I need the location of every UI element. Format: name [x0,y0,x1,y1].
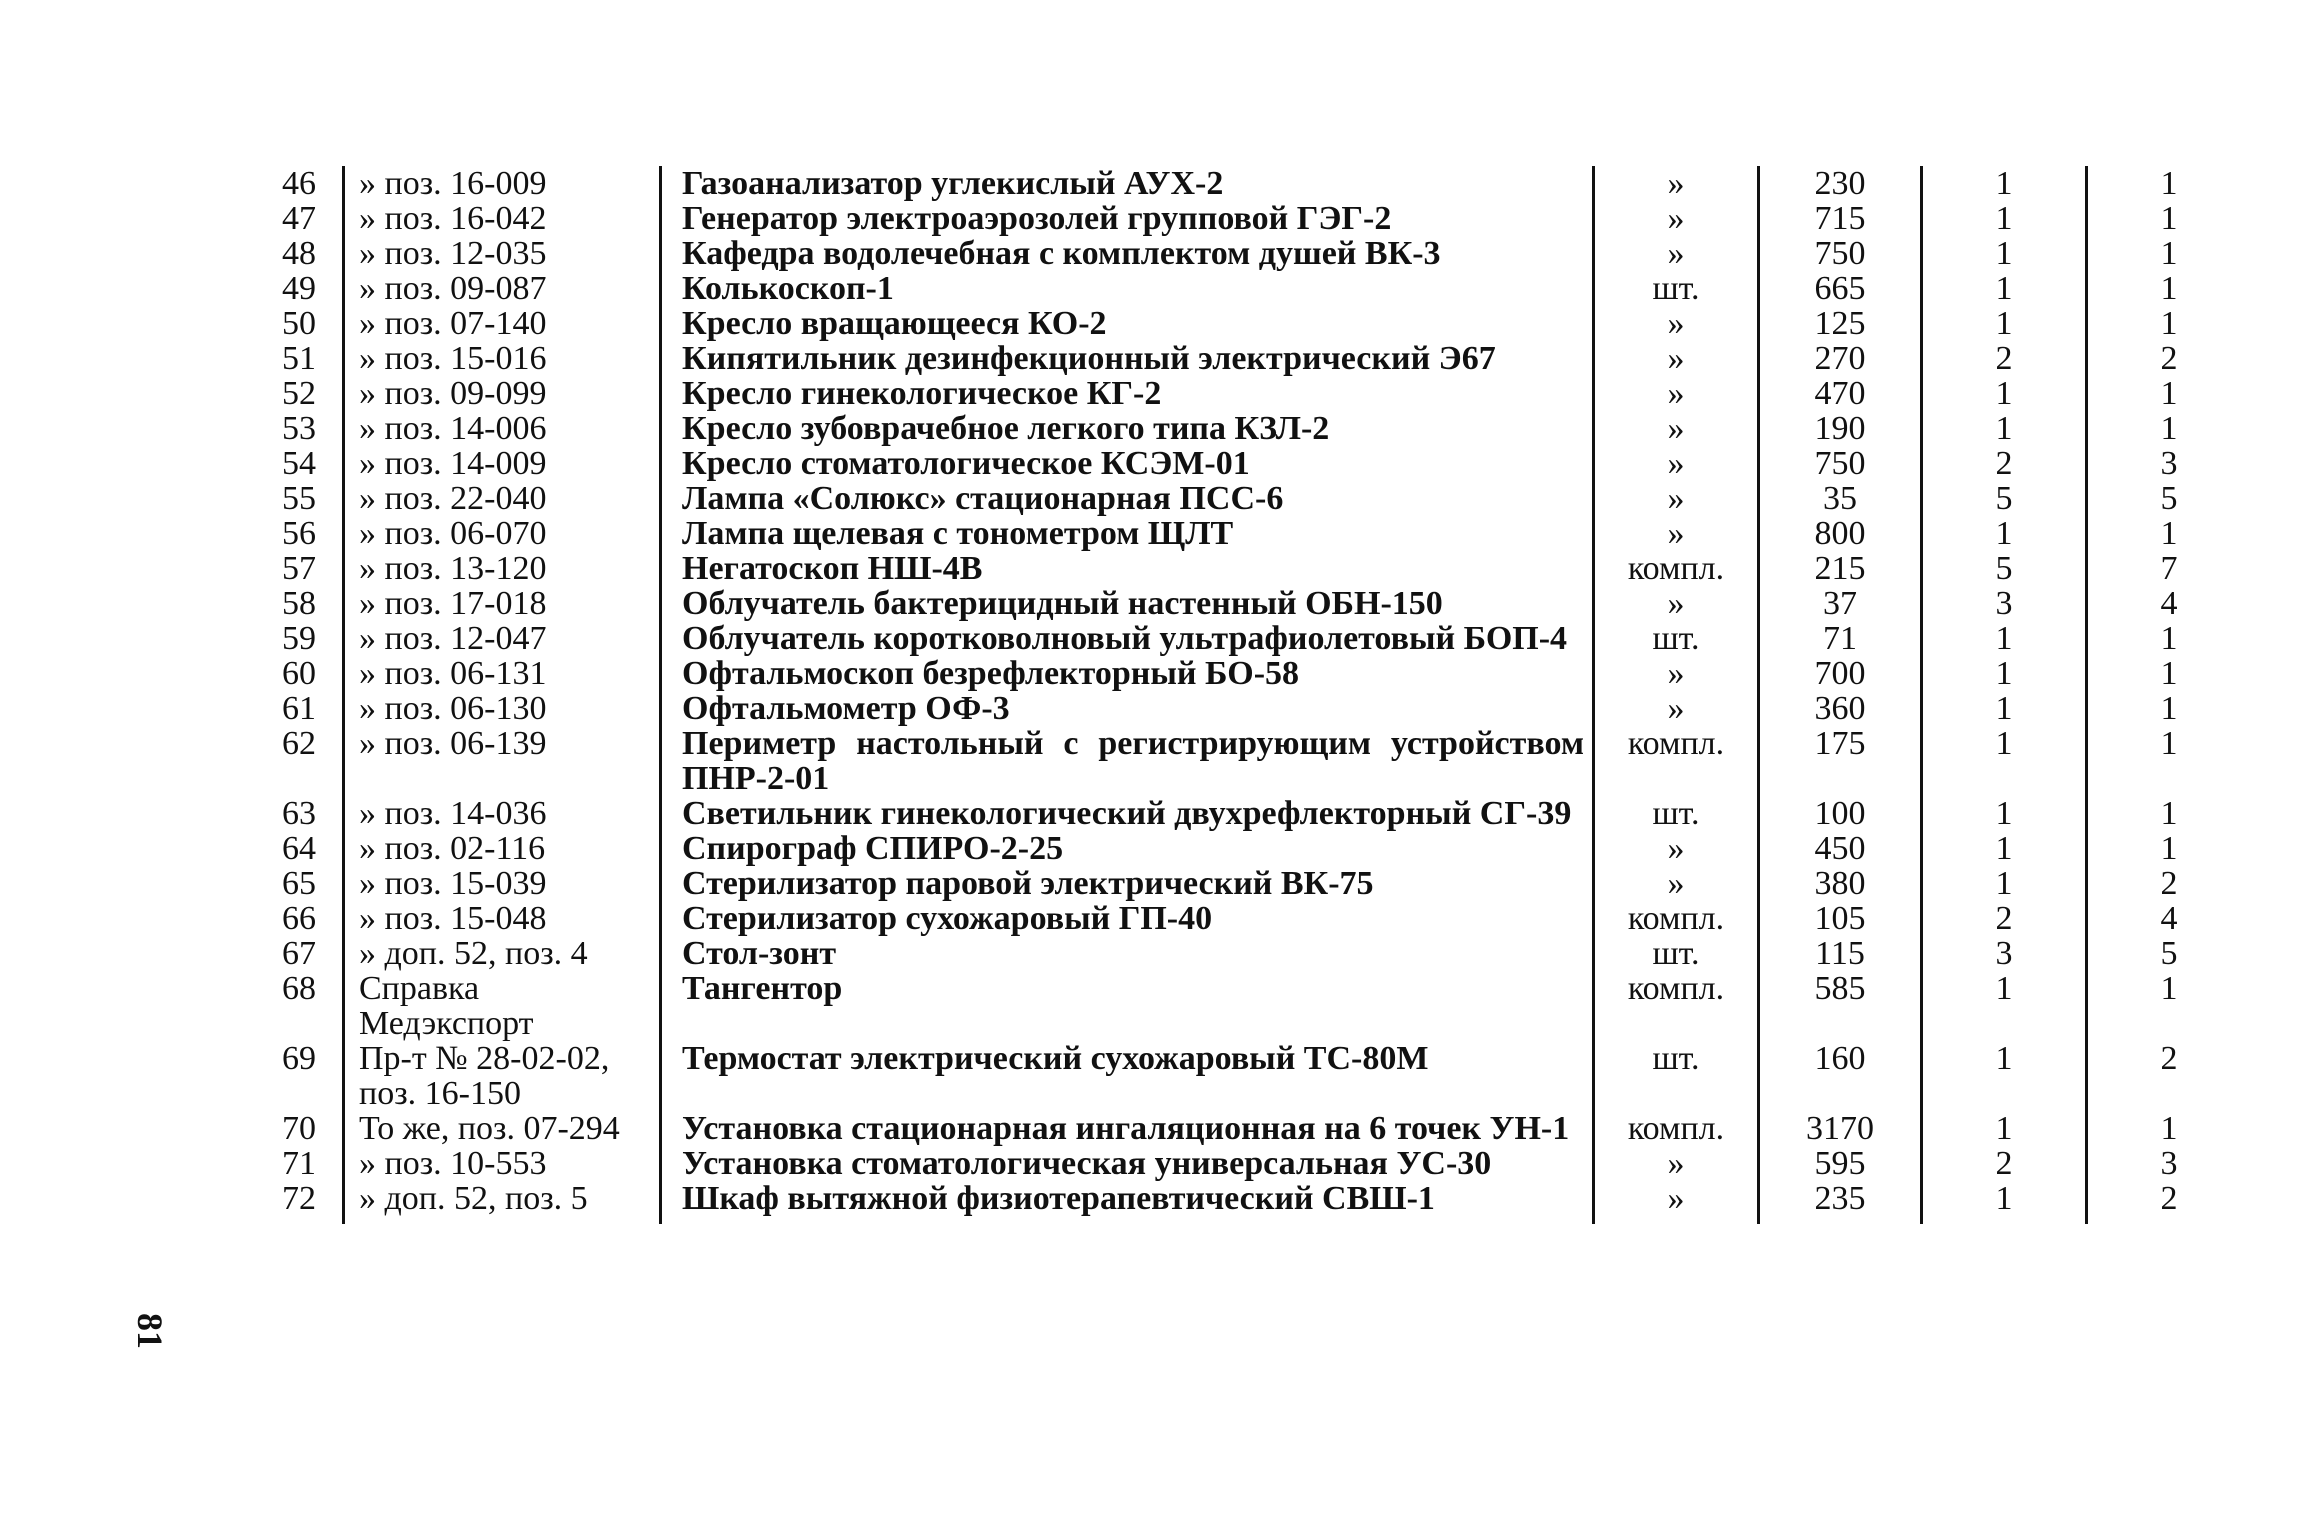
price: 160 [1759,1041,1922,1111]
equipment-name: Лампа щелевая с тонометром ЩЛТ [661,516,1594,551]
unit: » [1594,166,1759,201]
quantity-2: 5 [2087,936,2251,971]
quantity-2: 1 [2087,1111,2251,1146]
quantity-1: 1 [1922,1111,2087,1146]
quantity-2: 1 [2087,376,2251,411]
source-reference: » поз. 15-039 [344,866,661,901]
unit: компл. [1594,901,1759,936]
price: 190 [1759,411,1922,446]
equipment-name: Колькоскоп-1 [661,271,1594,306]
quantity-2: 1 [2087,796,2251,831]
source-reference: » поз. 15-016 [344,341,661,376]
price: 450 [1759,831,1922,866]
table-row [230,376,2250,411]
quantity-1: 1 [1922,726,2087,796]
price: 380 [1759,866,1922,901]
equipment-name: Стерилизатор сухожаровый ГП-40 [661,901,1594,936]
unit: » [1594,586,1759,621]
unit: » [1594,831,1759,866]
row-number: 64 [282,830,316,867]
row-number: 50 [282,305,316,342]
quantity-2: 7 [2087,551,2251,586]
source-reference: » поз. 06-070 [344,516,661,551]
source-reference: » поз. 06-131 [344,656,661,691]
table-row [230,621,2250,656]
quantity-2: 5 [2087,481,2251,516]
unit: » [1594,1181,1759,1224]
price: 270 [1759,341,1922,376]
price: 175 [1759,726,1922,796]
price: 585 [1759,971,1922,1041]
price: 125 [1759,306,1922,341]
unit: компл. [1594,1111,1759,1146]
unit: » [1594,691,1759,726]
equipment-table [230,166,2250,1224]
source-reference: » поз. 06-139 [344,726,661,796]
source-reference: То же, поз. 07-294 [344,1111,661,1146]
table-row [230,551,2250,586]
equipment-name: Кресло вращающееся КО-2 [661,306,1594,341]
quantity-1: 1 [1922,411,2087,446]
table-row [230,726,2250,796]
price: 750 [1759,446,1922,481]
quantity-1: 3 [1922,936,2087,971]
price: 360 [1759,691,1922,726]
source-reference: » поз. 22-040 [344,481,661,516]
quantity-1: 1 [1922,691,2087,726]
source-reference: » поз. 12-047 [344,621,661,656]
table-row [230,1111,2250,1146]
table-row [230,236,2250,271]
source-reference: » поз. 16-042 [344,201,661,236]
source-reference: » поз. 14-006 [344,411,661,446]
unit: » [1594,656,1759,691]
table-row [230,306,2250,341]
quantity-2: 1 [2087,516,2251,551]
quantity-2: 4 [2087,901,2251,936]
row-number: 70 [282,1110,316,1147]
table-row [230,446,2250,481]
quantity-2: 1 [2087,411,2251,446]
table-row [230,411,2250,446]
unit: шт. [1594,936,1759,971]
quantity-2: 1 [2087,621,2251,656]
row-number: 58 [282,585,316,622]
table-row [230,271,2250,306]
table-row [230,866,2250,901]
equipment-name: Офтальмоскоп безрефлекторный БО-58 [661,656,1594,691]
row-number: 47 [282,200,316,237]
equipment-name: Периметр настольный с регистрирующим устройством ПНР-2-01 [661,726,1594,796]
quantity-1: 5 [1922,551,2087,586]
quantity-2: 3 [2087,446,2251,481]
price: 37 [1759,586,1922,621]
price: 115 [1759,936,1922,971]
source-reference: » поз. 09-087 [344,271,661,306]
price: 105 [1759,901,1922,936]
row-number: 48 [282,235,316,272]
row-number: 52 [282,375,316,412]
price: 750 [1759,236,1922,271]
equipment-name: Стерилизатор паровой электрический ВК-75 [661,866,1594,901]
equipment-name: Кафедра водолечебная с комплектом душей ВК-3 [661,236,1594,271]
row-number: 54 [282,445,316,482]
equipment-name: Офтальмометр ОФ-3 [661,691,1594,726]
table-row [230,1041,2250,1111]
quantity-2: 2 [2087,1041,2251,1111]
row-number: 63 [282,795,316,832]
quantity-1: 1 [1922,306,2087,341]
equipment-name: Кресло стоматологическое КСЭМ-01 [661,446,1594,481]
quantity-2: 2 [2087,1181,2251,1224]
quantity-1: 2 [1922,446,2087,481]
price: 71 [1759,621,1922,656]
source-reference: Пр-т № 28-02-02, поз. 16-150 [344,1041,661,1111]
unit: шт. [1594,1041,1759,1111]
quantity-2: 1 [2087,236,2251,271]
table-row [230,201,2250,236]
quantity-1: 1 [1922,971,2087,1041]
table-row [230,656,2250,691]
quantity-1: 1 [1922,516,2087,551]
quantity-2: 4 [2087,586,2251,621]
unit: » [1594,306,1759,341]
row-number: 53 [282,410,316,447]
equipment-name: Тангентор [661,971,1594,1041]
table-row [230,586,2250,621]
quantity-2: 2 [2087,866,2251,901]
row-number: 59 [282,620,316,657]
row-number: 69 [282,1040,316,1077]
unit: » [1594,376,1759,411]
quantity-2: 2 [2087,341,2251,376]
equipment-name: Облучатель бактерицидный настенный ОБН-150 [661,586,1594,621]
quantity-1: 1 [1922,1041,2087,1111]
row-number: 56 [282,515,316,552]
quantity-1: 1 [1922,166,2087,201]
source-reference: » доп. 52, поз. 4 [344,936,661,971]
unit: » [1594,1146,1759,1181]
source-reference: » поз. 17-018 [344,586,661,621]
source-reference: » поз. 16-009 [344,166,661,201]
row-number: 72 [282,1180,316,1217]
quantity-2: 1 [2087,831,2251,866]
equipment-name: Кипятильник дезинфекционный электрический Э67 [661,341,1594,376]
quantity-2: 1 [2087,166,2251,201]
row-number: 65 [282,865,316,902]
equipment-name: Негатоскоп НШ-4В [661,551,1594,586]
table-row [230,516,2250,551]
row-number: 61 [282,690,316,727]
row-number: 67 [282,935,316,972]
quantity-1: 1 [1922,271,2087,306]
quantity-1: 3 [1922,586,2087,621]
unit: » [1594,866,1759,901]
source-reference: » поз. 14-036 [344,796,661,831]
table-row [230,936,2250,971]
quantity-1: 1 [1922,796,2087,831]
quantity-1: 1 [1922,866,2087,901]
source-reference: Справка Медэкспорт [344,971,661,1041]
table-row [230,971,2250,1041]
quantity-1: 1 [1922,201,2087,236]
quantity-1: 1 [1922,656,2087,691]
source-reference: » поз. 09-099 [344,376,661,411]
row-number: 51 [282,340,316,377]
unit: шт. [1594,271,1759,306]
source-reference: » поз. 10-553 [344,1146,661,1181]
price: 235 [1759,1181,1922,1224]
unit: шт. [1594,621,1759,656]
price: 665 [1759,271,1922,306]
equipment-name: Шкаф вытяжной физиотерапевтический СВШ-1 [661,1181,1594,1224]
page-number: 81 [130,1313,170,1349]
quantity-2: 1 [2087,271,2251,306]
quantity-1: 2 [1922,1146,2087,1181]
unit: » [1594,446,1759,481]
price: 470 [1759,376,1922,411]
equipment-name: Облучатель коротковолновый ультрафиолетовый БОП-4 [661,621,1594,656]
quantity-1: 1 [1922,376,2087,411]
row-number: 71 [282,1145,316,1182]
quantity-2: 1 [2087,306,2251,341]
unit: компл. [1594,726,1759,796]
equipment-name: Газоанализатор углекислый АУХ-2 [661,166,1594,201]
table-row [230,1146,2250,1181]
quantity-2: 1 [2087,726,2251,796]
equipment-name: Стол-зонт [661,936,1594,971]
equipment-name: Термостат электрический сухожаровый ТС-80М [661,1041,1594,1111]
table-row [230,1181,2250,1224]
quantity-1: 1 [1922,831,2087,866]
source-reference: » доп. 52, поз. 5 [344,1181,661,1224]
source-reference: » поз. 07-140 [344,306,661,341]
unit: компл. [1594,551,1759,586]
unit: » [1594,481,1759,516]
price: 700 [1759,656,1922,691]
equipment-name: Установка стоматологическая универсальная УС-30 [661,1146,1594,1181]
quantity-1: 1 [1922,1181,2087,1224]
equipment-name: Кресло гинекологическое КГ-2 [661,376,1594,411]
table-row [230,691,2250,726]
table-row [230,901,2250,936]
price: 800 [1759,516,1922,551]
row-number: 68 [282,970,316,1007]
source-reference: » поз. 13-120 [344,551,661,586]
source-reference: » поз. 12-035 [344,236,661,271]
quantity-2: 1 [2087,656,2251,691]
unit: компл. [1594,971,1759,1041]
unit: » [1594,411,1759,446]
equipment-name: Установка стационарная ингаляционная на 6 точек УН-1 [661,1111,1594,1146]
quantity-2: 1 [2087,201,2251,236]
price: 230 [1759,166,1922,201]
table-row [230,831,2250,866]
price: 3170 [1759,1111,1922,1146]
row-number: 57 [282,550,316,587]
table-row [230,796,2250,831]
unit: шт. [1594,796,1759,831]
price: 215 [1759,551,1922,586]
quantity-1: 2 [1922,901,2087,936]
quantity-1: 1 [1922,236,2087,271]
price: 595 [1759,1146,1922,1181]
equipment-name: Лампа «Солюкс» стационарная ПСС-6 [661,481,1594,516]
quantity-2: 1 [2087,971,2251,1041]
source-reference: » поз. 06-130 [344,691,661,726]
quantity-1: 5 [1922,481,2087,516]
quantity-2: 3 [2087,1146,2251,1181]
price: 715 [1759,201,1922,236]
unit: » [1594,236,1759,271]
table-row [230,166,2250,201]
source-reference: » поз. 15-048 [344,901,661,936]
row-number: 55 [282,480,316,517]
row-number: 62 [282,725,316,762]
unit: » [1594,201,1759,236]
price: 100 [1759,796,1922,831]
row-number: 60 [282,655,316,692]
source-reference: » поз. 02-116 [344,831,661,866]
price: 35 [1759,481,1922,516]
row-number: 66 [282,900,316,937]
table-row [230,341,2250,376]
row-number: 46 [282,165,316,202]
table-row [230,481,2250,516]
quantity-2: 1 [2087,691,2251,726]
equipment-name: Светильник гинекологический двухрефлекторный СГ-39 [661,796,1594,831]
equipment-name: Генератор электроаэрозолей групповой ГЭГ-2 [661,201,1594,236]
quantity-1: 1 [1922,621,2087,656]
unit: » [1594,341,1759,376]
row-number: 49 [282,270,316,307]
source-reference: » поз. 14-009 [344,446,661,481]
equipment-name: Спирограф СПИРО-2-25 [661,831,1594,866]
unit: » [1594,516,1759,551]
equipment-name: Кресло зубоврачебное легкого типа КЗЛ-2 [661,411,1594,446]
quantity-1: 2 [1922,341,2087,376]
